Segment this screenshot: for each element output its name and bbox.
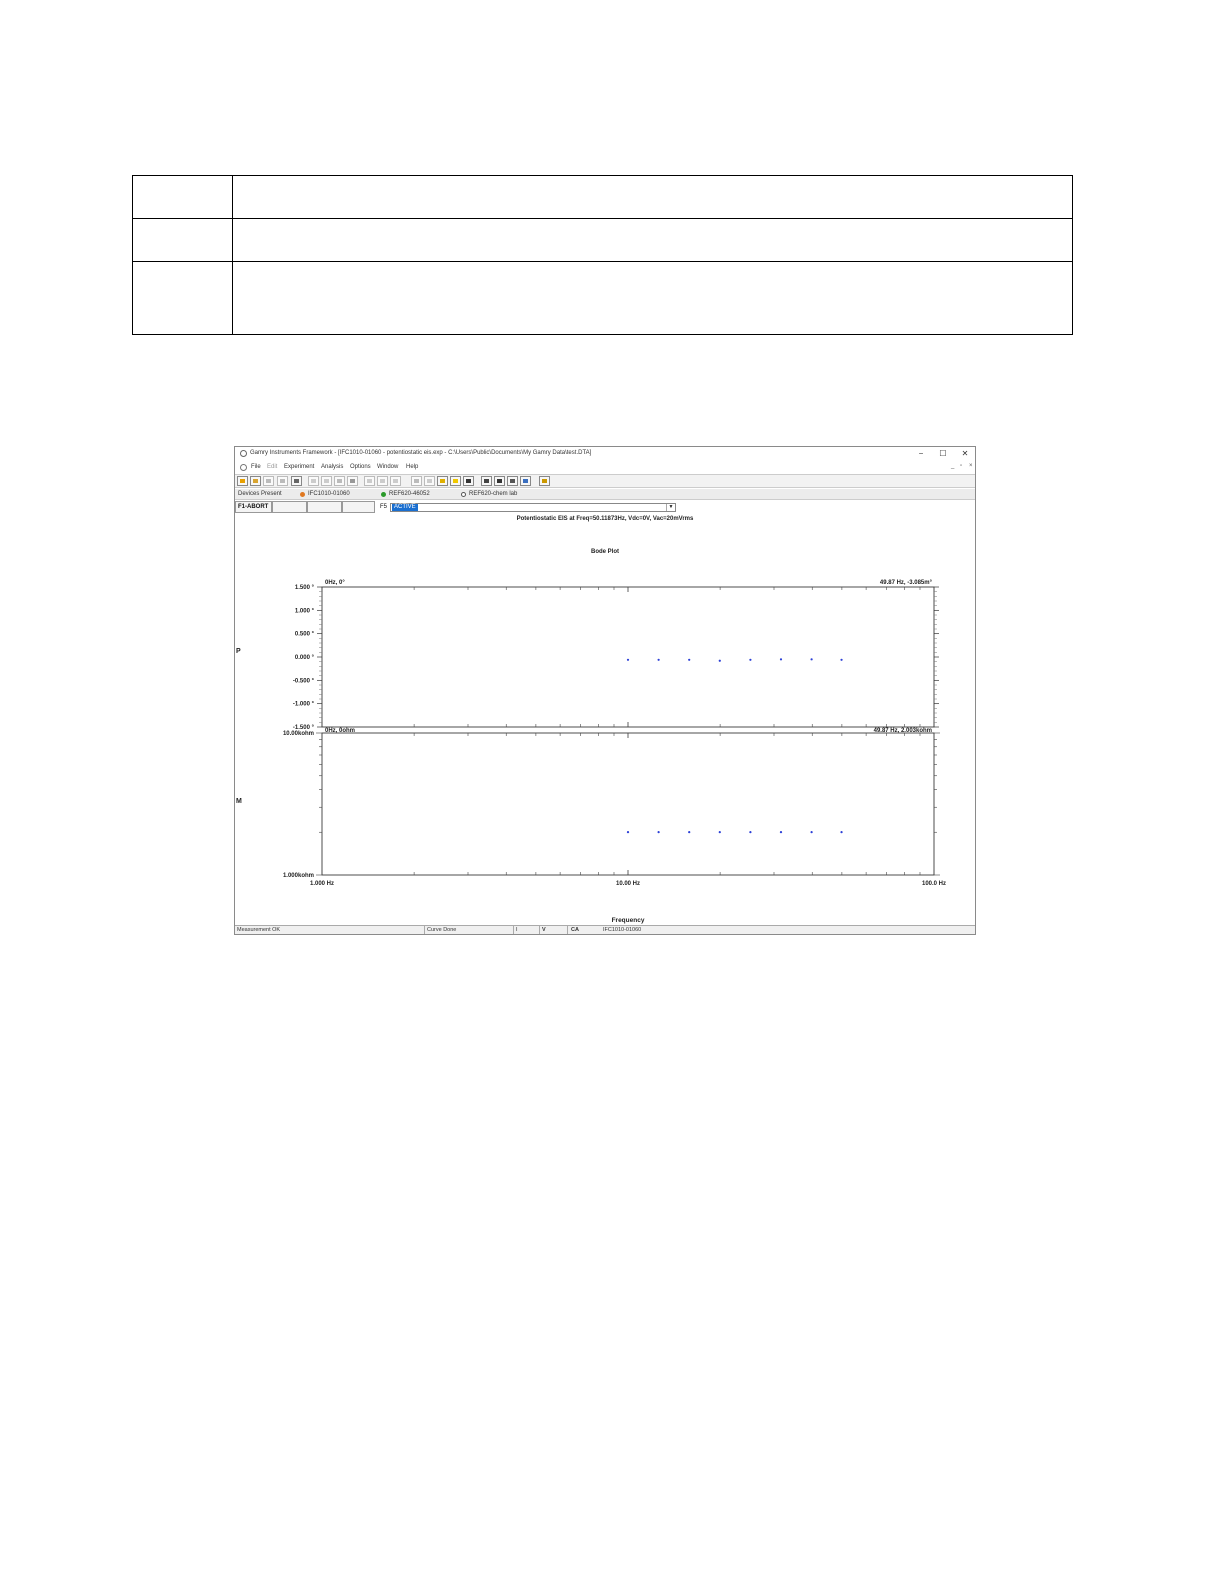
- phase-axis-label: P: [236, 648, 241, 655]
- f5-status-value: ACTIVE: [394, 504, 416, 510]
- phase-point: [840, 659, 842, 661]
- magnitude-point: [810, 831, 812, 833]
- menu-file[interactable]: File: [251, 464, 261, 470]
- phase-tick-label: 1.500 °: [294, 585, 314, 591]
- menu-analysis[interactable]: Analysis: [321, 464, 344, 470]
- status-voltage: V: [542, 927, 546, 933]
- phase-tick-label: 0.000 °: [294, 655, 314, 661]
- phase-point: [810, 658, 812, 660]
- table-cell: [133, 262, 233, 335]
- magnitude-point: [840, 831, 842, 833]
- maximize-button[interactable]: ☐: [939, 449, 947, 458]
- phase-panel: [322, 587, 934, 727]
- status-divider: [567, 926, 568, 934]
- magnitude-axis-label: M: [236, 798, 242, 805]
- phase-tick-label: 0.500 °: [294, 631, 314, 638]
- phase-left-readout: 0Hz, 0°: [325, 580, 345, 586]
- menu-help[interactable]: Help: [406, 464, 419, 470]
- phase-tick-label: -1.500 °: [292, 725, 314, 731]
- magnitude-point: [688, 831, 690, 833]
- magnitude-point: [658, 831, 660, 833]
- menu-window[interactable]: Window: [377, 464, 399, 470]
- window-title: Gamry Instruments Framework - [IFC1010-01060 - potentiostatic eis.exp - C:\Users\Public\Documents\My Gamry Data\test.DTA]: [250, 450, 592, 456]
- device-name[interactable]: REF620-46052: [389, 491, 430, 497]
- magnitude-panel: [322, 733, 934, 875]
- status-current: I: [516, 927, 518, 933]
- phase-tick-label: -0.500 °: [292, 678, 314, 685]
- phase-frame: [322, 587, 934, 727]
- magnitude-tick-label: 1.000kohm: [282, 873, 314, 879]
- mdi-restore-button[interactable]: ▫: [960, 463, 963, 469]
- phase-point: [658, 659, 660, 661]
- minimize-button[interactable]: −: [918, 449, 924, 458]
- chevron-down-icon[interactable]: ▼: [666, 504, 675, 511]
- magnitude-left-readout: 0Hz, 0ohm: [325, 728, 356, 734]
- table-cell: [233, 262, 1073, 335]
- status-divider: [513, 926, 514, 934]
- x-axis-label: Frequency: [611, 917, 645, 924]
- close-button[interactable]: ✕: [961, 449, 969, 458]
- phase-point: [749, 659, 751, 661]
- phase-point: [627, 659, 629, 661]
- device-name[interactable]: REF620-chem lab: [469, 491, 518, 497]
- phase-point: [719, 660, 721, 662]
- status-measurement: Measurement OK: [237, 927, 281, 933]
- plot-title: Bode Plot: [591, 549, 619, 555]
- status-divider: [424, 926, 425, 934]
- menu-experiment[interactable]: Experiment: [284, 464, 315, 470]
- table-cell: [133, 219, 233, 262]
- menu-options[interactable]: Options: [350, 464, 371, 470]
- table-cell: [133, 176, 233, 219]
- phase-tick-label: -1.000 °: [292, 701, 314, 708]
- data-points: [627, 658, 843, 833]
- x-tick-label: 100.0 Hz: [921, 881, 947, 887]
- f5-label: F5: [380, 504, 388, 510]
- document-table: [132, 175, 1073, 335]
- phase-point: [780, 658, 782, 660]
- f1-abort-button[interactable]: F1-ABORT: [235, 501, 272, 513]
- phase-tick-label: 1.000 °: [294, 608, 314, 615]
- magnitude-point: [749, 831, 751, 833]
- x-tick-label: 1.000 Hz: [309, 881, 335, 887]
- mdi-minimize-button[interactable]: _: [951, 463, 955, 469]
- plot-subtitle: Potentiostatic EIS at Freq=50.11873Hz, Vdc=0V, Vac=20mVrms: [516, 516, 694, 522]
- mdi-close-button[interactable]: ×: [969, 463, 973, 469]
- magnitude-point: [719, 831, 721, 833]
- magnitude-point: [627, 831, 629, 833]
- status-divider: [539, 926, 540, 934]
- bode-plot: [235, 447, 975, 927]
- table-cell: [233, 176, 1073, 219]
- phase-right-readout: 49.87 Hz, -3.085m°: [879, 580, 932, 586]
- magnitude-tick-label: 10.00kohm: [282, 731, 314, 737]
- axis-labels: [283, 585, 946, 887]
- menu-edit[interactable]: Edit: [267, 464, 278, 470]
- magnitude-frame: [322, 733, 934, 875]
- gamry-window: [234, 446, 976, 935]
- magnitude-point: [780, 831, 782, 833]
- x-tick-label: 10.00 Hz: [615, 881, 641, 887]
- status-bar: [235, 925, 975, 934]
- status-curve: Curve Done: [427, 927, 457, 933]
- status-device: IFC1010-01060: [603, 927, 642, 933]
- phase-point: [688, 659, 690, 661]
- table-cell: [233, 219, 1073, 262]
- devices-label: Devices Present: [238, 491, 282, 497]
- magnitude-right-readout: 49.87 Hz, 2.003kohm: [873, 728, 932, 734]
- status-mode: CA: [571, 927, 579, 933]
- device-name[interactable]: IFC1010-01060: [308, 491, 350, 497]
